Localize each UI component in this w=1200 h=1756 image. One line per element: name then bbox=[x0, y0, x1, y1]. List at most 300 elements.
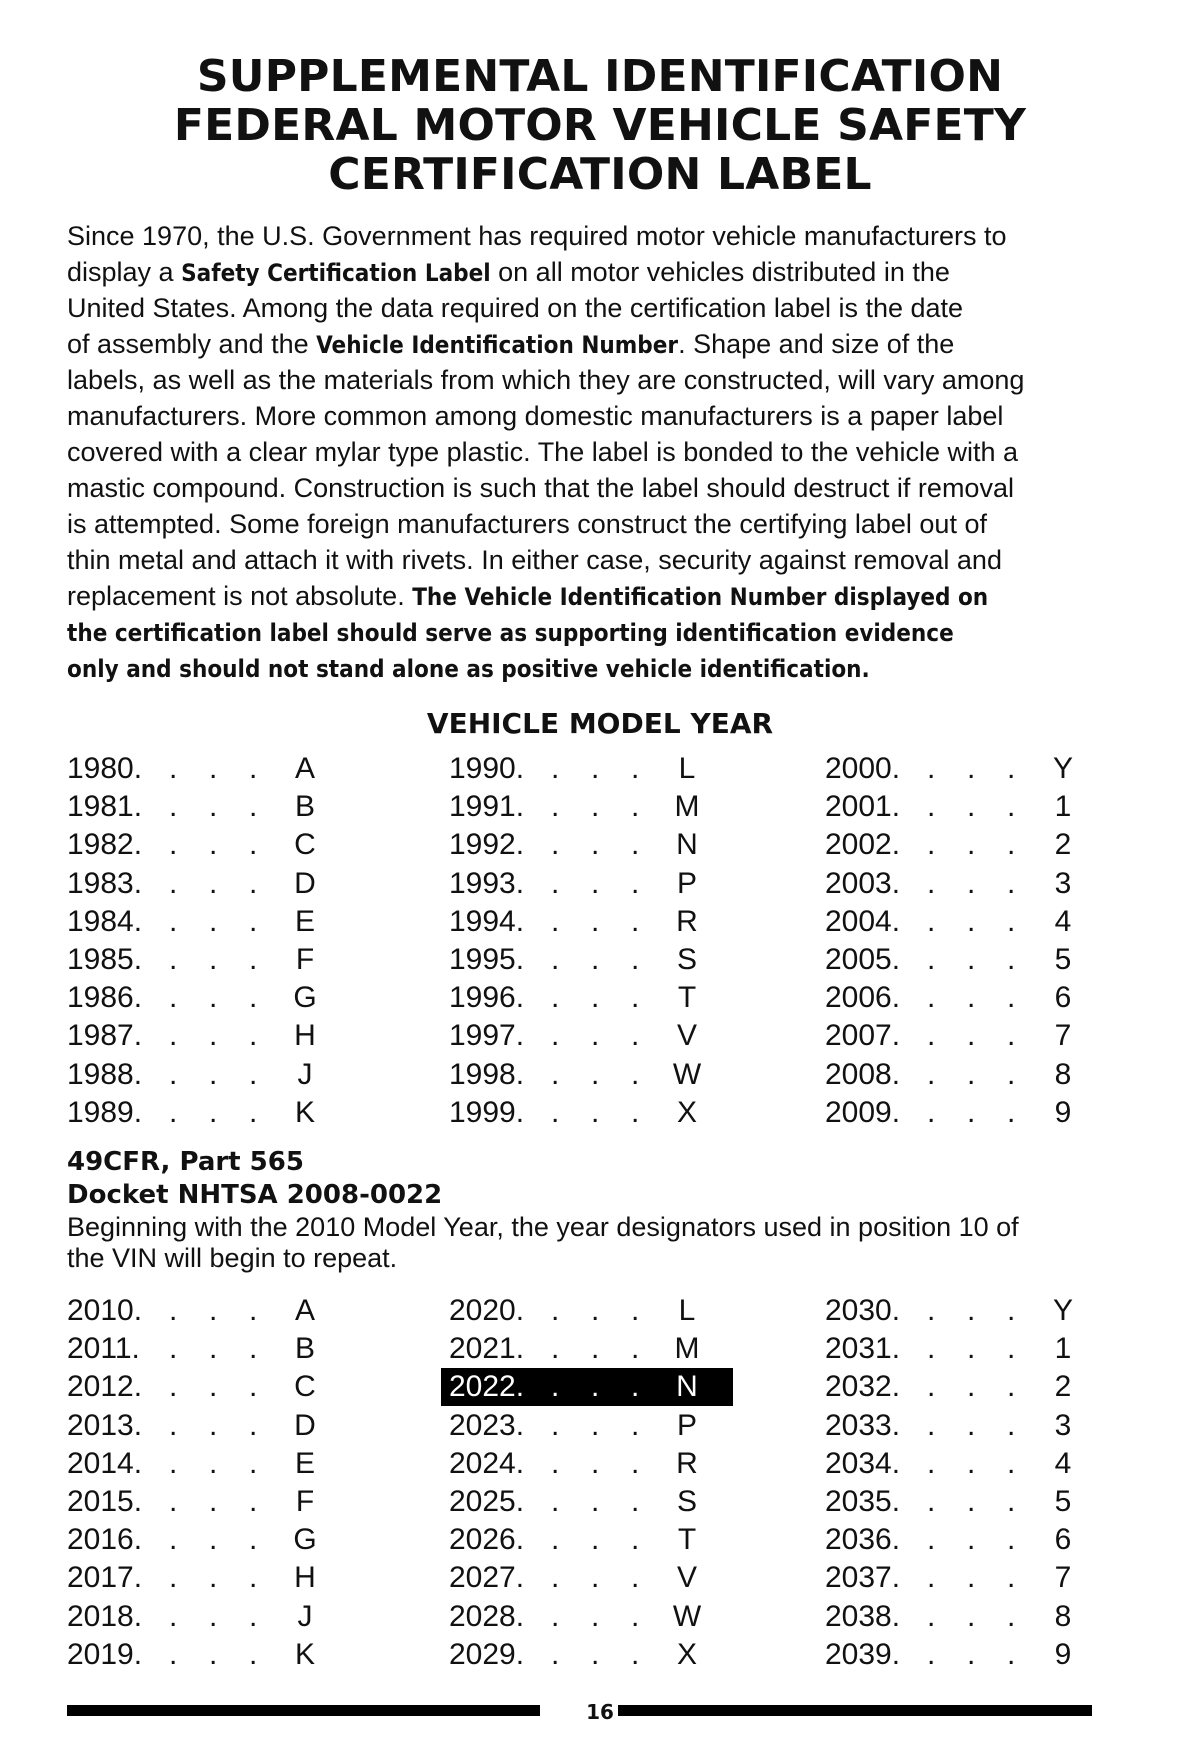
year-row bbox=[67, 1521, 1087, 1559]
vin-year-code: G bbox=[293, 981, 317, 1015]
leader-dots: . . . bbox=[169, 752, 258, 785]
year-entry bbox=[817, 1094, 1109, 1132]
model-year: 2024. bbox=[449, 1446, 525, 1480]
vin-year-code: M bbox=[674, 1332, 700, 1366]
year-entry bbox=[817, 1521, 1109, 1559]
leader-dots: . . . bbox=[169, 1599, 258, 1633]
year-entry bbox=[59, 941, 351, 979]
year-row bbox=[67, 979, 1087, 1017]
intro-line: Since 1970, the U.S. Government has required motor vehicle manufacturers to bbox=[67, 221, 1007, 251]
intro-line: manufacturers. More common among domestic manufacturers is a paper label bbox=[67, 401, 1004, 431]
year-entry bbox=[817, 1368, 1109, 1406]
model-year: 2010. bbox=[67, 1294, 143, 1327]
year-entry-highlighted bbox=[441, 1368, 733, 1406]
model-year: 2014. bbox=[67, 1446, 143, 1480]
year-entry bbox=[59, 788, 351, 826]
leader-dots: . . . bbox=[927, 1370, 1016, 1404]
vin-year-code: 4 bbox=[1054, 1446, 1072, 1480]
leader-dots: . . . bbox=[551, 1523, 640, 1557]
year-entry bbox=[817, 1330, 1109, 1368]
intro-emphasis: the certification label should serve as supporting identification evidence bbox=[67, 619, 954, 647]
intro-line: is attempted. Some foreign manufacturers construct the certifying label out of bbox=[67, 509, 987, 539]
year-entry bbox=[817, 1559, 1109, 1597]
year-row bbox=[67, 1407, 1087, 1445]
leader-dots: . . . bbox=[927, 866, 1016, 900]
model-year: 1993. bbox=[449, 866, 525, 900]
model-year: 2038. bbox=[825, 1599, 901, 1633]
model-year: 1995. bbox=[449, 942, 525, 976]
model-year-table-1980-2009 bbox=[67, 750, 1087, 1132]
model-year: 2017. bbox=[67, 1561, 143, 1595]
model-year: 2003. bbox=[825, 866, 901, 900]
year-entry bbox=[441, 1483, 733, 1521]
leader-dots: . . . bbox=[169, 1095, 258, 1129]
year-row bbox=[67, 1598, 1087, 1636]
leader-dots: . . . bbox=[551, 1057, 640, 1091]
model-year: 2039. bbox=[825, 1637, 901, 1671]
intro-line: covered with a clear mylar type plastic. The label is bonded to the vehicle with a bbox=[67, 437, 1018, 467]
model-year: 1996. bbox=[449, 981, 525, 1015]
leader-dots: . . . bbox=[551, 1332, 640, 1366]
leader-dots: . . . bbox=[927, 1019, 1016, 1053]
vin-year-code: 9 bbox=[1054, 1637, 1072, 1671]
leader-dots: . . . bbox=[551, 1294, 640, 1327]
vin-year-code: 7 bbox=[1054, 1019, 1072, 1053]
model-year: 2020. bbox=[449, 1294, 525, 1327]
leader-dots: . . . bbox=[169, 790, 258, 824]
leader-dots: . . . bbox=[927, 1523, 1016, 1557]
model-year: 1989. bbox=[67, 1095, 143, 1129]
vin-year-code: L bbox=[678, 752, 696, 785]
year-entry bbox=[817, 1017, 1109, 1055]
vin-year-code: Y bbox=[1052, 1294, 1073, 1327]
year-row bbox=[67, 1483, 1087, 1521]
model-year: 1987. bbox=[67, 1019, 143, 1053]
year-entry bbox=[441, 1056, 733, 1094]
vin-year-code: N bbox=[676, 828, 698, 862]
model-year: 2027. bbox=[449, 1561, 525, 1595]
vin-year-code: B bbox=[294, 1332, 315, 1366]
intro-emphasis: Vehicle Identification Number bbox=[316, 331, 679, 359]
vin-year-code: 2 bbox=[1054, 1370, 1072, 1404]
year-entry bbox=[817, 1636, 1109, 1674]
year-entry bbox=[59, 979, 351, 1017]
vin-year-code: F bbox=[295, 942, 315, 976]
vin-year-code: 9 bbox=[1054, 1095, 1072, 1129]
year-entry bbox=[817, 750, 1109, 788]
model-year: 1998. bbox=[449, 1057, 525, 1091]
page-number: 16 bbox=[586, 1700, 614, 1724]
year-row bbox=[67, 1056, 1087, 1094]
year-entry bbox=[441, 750, 733, 788]
leader-dots: . . . bbox=[169, 981, 258, 1015]
vin-year-code: S bbox=[676, 1484, 697, 1518]
intro-line: thin metal and attach it with rivets. In either case, security against removal and bbox=[67, 545, 1002, 575]
footer-rule-left bbox=[67, 1705, 540, 1716]
repeat-note bbox=[67, 1212, 1127, 1274]
footer-rule-right bbox=[618, 1705, 1092, 1716]
model-year: 2004. bbox=[825, 904, 901, 938]
year-entry bbox=[441, 1636, 733, 1674]
leader-dots: . . . bbox=[927, 942, 1016, 976]
year-entry bbox=[59, 1445, 351, 1483]
leader-dots: . . . bbox=[551, 1484, 640, 1518]
vin-year-code: T bbox=[677, 1523, 697, 1557]
leader-dots: . . . bbox=[927, 1599, 1016, 1633]
section-heading: VEHICLE MODEL YEAR bbox=[426, 707, 774, 740]
leader-dots: . . . bbox=[551, 790, 640, 824]
leader-dots: . . . bbox=[551, 828, 640, 862]
year-entry bbox=[59, 1636, 351, 1674]
model-year: 2012. bbox=[67, 1370, 143, 1404]
year-entry bbox=[817, 1483, 1109, 1521]
year-entry bbox=[441, 903, 733, 941]
model-year: 2015. bbox=[67, 1484, 143, 1518]
model-year: 1991. bbox=[449, 790, 525, 824]
leader-dots: . . . bbox=[169, 942, 258, 976]
model-year: 1994. bbox=[449, 904, 525, 938]
vin-year-code: 4 bbox=[1054, 904, 1072, 938]
leader-dots: . . . bbox=[927, 1095, 1016, 1129]
leader-dots: . . . bbox=[551, 1446, 640, 1480]
leader-dots: . . . bbox=[169, 1561, 258, 1595]
model-year: 2035. bbox=[825, 1484, 901, 1518]
leader-dots: . . . bbox=[169, 1370, 258, 1404]
model-year: 2022. bbox=[449, 1370, 525, 1404]
model-year: 2002. bbox=[825, 828, 901, 862]
vin-year-code: 3 bbox=[1054, 866, 1072, 900]
year-row bbox=[67, 865, 1087, 903]
year-entry bbox=[817, 1056, 1109, 1094]
vin-year-code: A bbox=[294, 1294, 315, 1327]
year-entry bbox=[59, 1483, 351, 1521]
vin-year-code: 2 bbox=[1054, 828, 1072, 862]
model-year: 2018. bbox=[67, 1599, 143, 1633]
year-entry bbox=[59, 1368, 351, 1406]
leader-dots: . . . bbox=[169, 1057, 258, 1091]
vin-year-code: 5 bbox=[1054, 942, 1072, 976]
vin-year-code: 3 bbox=[1054, 1408, 1072, 1442]
leader-dots: . . . bbox=[169, 1523, 258, 1557]
leader-dots: . . . bbox=[169, 866, 258, 900]
title-line: SUPPLEMENTAL IDENTIFICATION bbox=[196, 51, 1004, 102]
vin-year-code: F bbox=[295, 1484, 315, 1518]
year-entry bbox=[817, 1445, 1109, 1483]
year-entry bbox=[817, 1292, 1109, 1330]
vin-year-code: D bbox=[294, 1408, 316, 1442]
leader-dots: . . . bbox=[169, 1019, 258, 1053]
vin-year-code: C bbox=[294, 1370, 316, 1404]
year-entry bbox=[59, 1521, 351, 1559]
vin-year-code: T bbox=[677, 981, 697, 1015]
year-row bbox=[67, 941, 1087, 979]
vin-year-code: R bbox=[676, 904, 698, 938]
vin-year-code: W bbox=[672, 1057, 702, 1091]
vin-year-code: E bbox=[294, 1446, 315, 1480]
model-year: 1988. bbox=[67, 1057, 143, 1091]
year-row bbox=[67, 1330, 1087, 1368]
model-year: 1992. bbox=[449, 828, 525, 862]
vin-year-code: 1 bbox=[1054, 790, 1072, 824]
intro-text: display a bbox=[67, 257, 182, 287]
intro-text: of assembly and the bbox=[67, 329, 317, 359]
year-entry bbox=[59, 1094, 351, 1132]
year-entry bbox=[441, 1017, 733, 1055]
year-entry bbox=[441, 788, 733, 826]
year-entry bbox=[59, 1292, 351, 1330]
vin-year-code: J bbox=[297, 1599, 313, 1633]
leader-dots: . . . bbox=[169, 1294, 258, 1327]
vin-year-code: P bbox=[676, 866, 697, 900]
intro-text: on all motor vehicles distributed in the bbox=[490, 257, 950, 287]
year-entry bbox=[817, 788, 1109, 826]
year-entry bbox=[59, 1559, 351, 1597]
model-year: 2029. bbox=[449, 1637, 525, 1671]
vin-year-code: 1 bbox=[1054, 1332, 1072, 1366]
year-row bbox=[67, 1094, 1087, 1132]
year-entry bbox=[59, 1598, 351, 1636]
model-year: 2036. bbox=[825, 1523, 901, 1557]
model-year: 1985. bbox=[67, 942, 143, 976]
vin-year-code: 8 bbox=[1054, 1599, 1072, 1633]
year-entry bbox=[441, 1445, 733, 1483]
year-entry bbox=[441, 1598, 733, 1636]
leader-dots: . . . bbox=[551, 1019, 640, 1053]
vin-year-code: K bbox=[294, 1095, 315, 1129]
year-entry bbox=[59, 1056, 351, 1094]
year-entry bbox=[59, 750, 351, 788]
vin-year-code: Y bbox=[1052, 752, 1073, 785]
leader-dots: . . . bbox=[551, 942, 640, 976]
title-line: FEDERAL MOTOR VEHICLE SAFETY bbox=[173, 100, 1027, 151]
model-year: 1997. bbox=[449, 1019, 525, 1053]
year-entry bbox=[817, 979, 1109, 1017]
year-row bbox=[67, 1559, 1087, 1597]
vin-year-code: B bbox=[294, 790, 315, 824]
year-entry bbox=[441, 941, 733, 979]
model-year: 2023. bbox=[449, 1408, 525, 1442]
leader-dots: . . . bbox=[169, 1484, 258, 1518]
vin-year-code: C bbox=[294, 828, 316, 862]
vin-year-code: R bbox=[676, 1446, 698, 1480]
model-year: 2030. bbox=[825, 1294, 901, 1327]
leader-dots: . . . bbox=[927, 1561, 1016, 1595]
model-year: 1981. bbox=[67, 790, 143, 824]
year-entry bbox=[441, 1330, 733, 1368]
cfr-part: 49CFR, Part 565 bbox=[67, 1147, 304, 1177]
leader-dots: . . . bbox=[169, 828, 258, 862]
vin-year-code: G bbox=[293, 1523, 317, 1557]
model-year: 2034. bbox=[825, 1446, 901, 1480]
model-year: 1984. bbox=[67, 904, 143, 938]
model-year: 2006. bbox=[825, 981, 901, 1015]
leader-dots: . . . bbox=[927, 828, 1016, 862]
leader-dots: . . . bbox=[927, 1408, 1016, 1442]
page-title bbox=[0, 52, 1200, 199]
vin-year-code: 6 bbox=[1054, 1523, 1072, 1557]
vin-year-code: X bbox=[676, 1095, 697, 1129]
model-year: 2005. bbox=[825, 942, 901, 976]
year-entry bbox=[441, 1559, 733, 1597]
leader-dots: . . . bbox=[551, 866, 640, 900]
leader-dots: . . . bbox=[927, 1637, 1016, 1671]
leader-dots: . . . bbox=[927, 1057, 1016, 1091]
leader-dots: . . . bbox=[927, 790, 1016, 824]
vin-year-code: X bbox=[676, 1637, 697, 1671]
year-row bbox=[67, 1445, 1087, 1483]
model-year: 2007. bbox=[825, 1019, 901, 1053]
leader-dots: . . . bbox=[551, 752, 640, 785]
model-year: 2025. bbox=[449, 1484, 525, 1518]
year-entry bbox=[817, 865, 1109, 903]
model-year: 2016. bbox=[67, 1523, 143, 1557]
year-entry bbox=[59, 903, 351, 941]
vin-year-code: 7 bbox=[1054, 1561, 1072, 1595]
vin-year-code: N bbox=[676, 1370, 698, 1404]
intro-emphasis: The Vehicle Identification Number displayed on bbox=[412, 583, 989, 611]
leader-dots: . . . bbox=[927, 1446, 1016, 1480]
leader-dots: . . . bbox=[169, 1408, 258, 1442]
intro-emphasis: Safety Certification Label bbox=[181, 259, 491, 287]
vin-year-code: J bbox=[297, 1057, 313, 1091]
year-entry bbox=[817, 826, 1109, 864]
cfr-docket: Docket NHTSA 2008-0022 bbox=[67, 1180, 443, 1210]
vin-year-code: W bbox=[672, 1599, 702, 1633]
model-year: 2026. bbox=[449, 1523, 525, 1557]
year-entry bbox=[441, 979, 733, 1017]
vin-year-code: S bbox=[676, 942, 697, 976]
model-year: 2031. bbox=[825, 1332, 901, 1366]
year-entry bbox=[441, 1094, 733, 1132]
model-year: 2033. bbox=[825, 1408, 901, 1442]
intro-paragraph bbox=[67, 218, 1117, 686]
vin-year-code: M bbox=[674, 790, 700, 824]
intro-line bbox=[67, 650, 1117, 686]
note-line: Beginning with the 2010 Model Year, the year designators used in position 10 of bbox=[67, 1212, 1019, 1242]
year-entry bbox=[441, 865, 733, 903]
vin-year-code: 6 bbox=[1054, 981, 1072, 1015]
model-year: 2011. bbox=[67, 1332, 140, 1366]
vin-year-code: P bbox=[676, 1408, 697, 1442]
year-row bbox=[67, 903, 1087, 941]
vin-year-code: 5 bbox=[1054, 1484, 1072, 1518]
year-entry bbox=[817, 1407, 1109, 1445]
model-year: 2000. bbox=[825, 752, 901, 785]
intro-line bbox=[67, 326, 1117, 362]
year-entry bbox=[59, 1330, 351, 1368]
leader-dots: . . . bbox=[927, 1332, 1016, 1366]
vin-year-code: V bbox=[676, 1019, 697, 1053]
vin-year-code: K bbox=[294, 1637, 315, 1671]
leader-dots: . . . bbox=[927, 904, 1016, 938]
year-entry bbox=[59, 1407, 351, 1445]
leader-dots: . . . bbox=[551, 1561, 640, 1595]
year-entry bbox=[59, 1017, 351, 1055]
model-year: 1999. bbox=[449, 1095, 525, 1129]
leader-dots: . . . bbox=[551, 1095, 640, 1129]
year-row bbox=[67, 750, 1087, 788]
year-entry bbox=[59, 826, 351, 864]
year-row bbox=[67, 826, 1087, 864]
year-entry bbox=[59, 865, 351, 903]
model-year: 2009. bbox=[825, 1095, 901, 1129]
model-year: 1982. bbox=[67, 828, 143, 862]
note-line: the VIN will begin to repeat. bbox=[67, 1243, 398, 1273]
year-entry bbox=[441, 826, 733, 864]
leader-dots: . . . bbox=[927, 981, 1016, 1015]
leader-dots: . . . bbox=[169, 1446, 258, 1480]
vin-year-code: V bbox=[676, 1561, 697, 1595]
cfr-reference bbox=[67, 1146, 442, 1212]
intro-line: mastic compound. Construction is such that the label should destruct if removal bbox=[67, 473, 1014, 503]
model-year: 1983. bbox=[67, 866, 143, 900]
model-year: 2037. bbox=[825, 1561, 901, 1595]
year-entry bbox=[817, 941, 1109, 979]
leader-dots: . . . bbox=[169, 1637, 258, 1671]
model-year: 1990. bbox=[449, 752, 525, 785]
leader-dots: . . . bbox=[927, 752, 1016, 785]
intro-text: . Shape and size of the bbox=[678, 329, 955, 359]
model-year: 2001. bbox=[825, 790, 901, 824]
year-row bbox=[67, 1017, 1087, 1055]
leader-dots: . . . bbox=[169, 904, 258, 938]
year-entry bbox=[441, 1407, 733, 1445]
vin-year-code: E bbox=[294, 904, 315, 938]
title-line: CERTIFICATION LABEL bbox=[328, 149, 872, 200]
model-year-table-2010-2039 bbox=[67, 1292, 1087, 1674]
intro-line bbox=[67, 578, 1117, 614]
model-year: 2008. bbox=[825, 1057, 901, 1091]
year-entry bbox=[441, 1292, 733, 1330]
model-year: 1980. bbox=[67, 752, 143, 785]
model-year: 2032. bbox=[825, 1370, 901, 1404]
vin-year-code: L bbox=[678, 1294, 696, 1327]
vin-year-code: 8 bbox=[1054, 1057, 1072, 1091]
intro-line: United States. Among the data required on the certification label is the date bbox=[67, 293, 964, 323]
year-row bbox=[67, 1636, 1087, 1674]
vin-year-code: A bbox=[294, 752, 315, 785]
leader-dots: . . . bbox=[551, 1408, 640, 1442]
model-year: 2028. bbox=[449, 1599, 525, 1633]
year-entry bbox=[817, 1598, 1109, 1636]
year-row bbox=[67, 1292, 1087, 1330]
leader-dots: . . . bbox=[551, 981, 640, 1015]
year-row bbox=[67, 1368, 1087, 1406]
model-year: 2019. bbox=[67, 1637, 143, 1671]
intro-line bbox=[67, 254, 1117, 290]
model-year: 2013. bbox=[67, 1408, 143, 1442]
intro-line: labels, as well as the materials from which they are constructed, will vary among bbox=[67, 365, 1025, 395]
vin-year-code: H bbox=[294, 1019, 316, 1053]
year-entry bbox=[817, 903, 1109, 941]
intro-text: replacement is not absolute. bbox=[67, 581, 413, 611]
model-year: 1986. bbox=[67, 981, 143, 1015]
leader-dots: . . . bbox=[551, 1599, 640, 1633]
intro-emphasis: only and should not stand alone as positive vehicle identification. bbox=[67, 655, 870, 683]
leader-dots: . . . bbox=[169, 1332, 258, 1366]
vin-year-code: D bbox=[294, 866, 316, 900]
leader-dots: . . . bbox=[927, 1294, 1016, 1327]
leader-dots: . . . bbox=[551, 1637, 640, 1671]
leader-dots: . . . bbox=[551, 1370, 640, 1404]
vin-year-code: H bbox=[294, 1561, 316, 1595]
leader-dots: . . . bbox=[551, 904, 640, 938]
intro-line bbox=[67, 614, 1117, 650]
model-year: 2021. bbox=[449, 1332, 525, 1366]
leader-dots: . . . bbox=[927, 1484, 1016, 1518]
year-row bbox=[67, 788, 1087, 826]
year-entry bbox=[441, 1521, 733, 1559]
